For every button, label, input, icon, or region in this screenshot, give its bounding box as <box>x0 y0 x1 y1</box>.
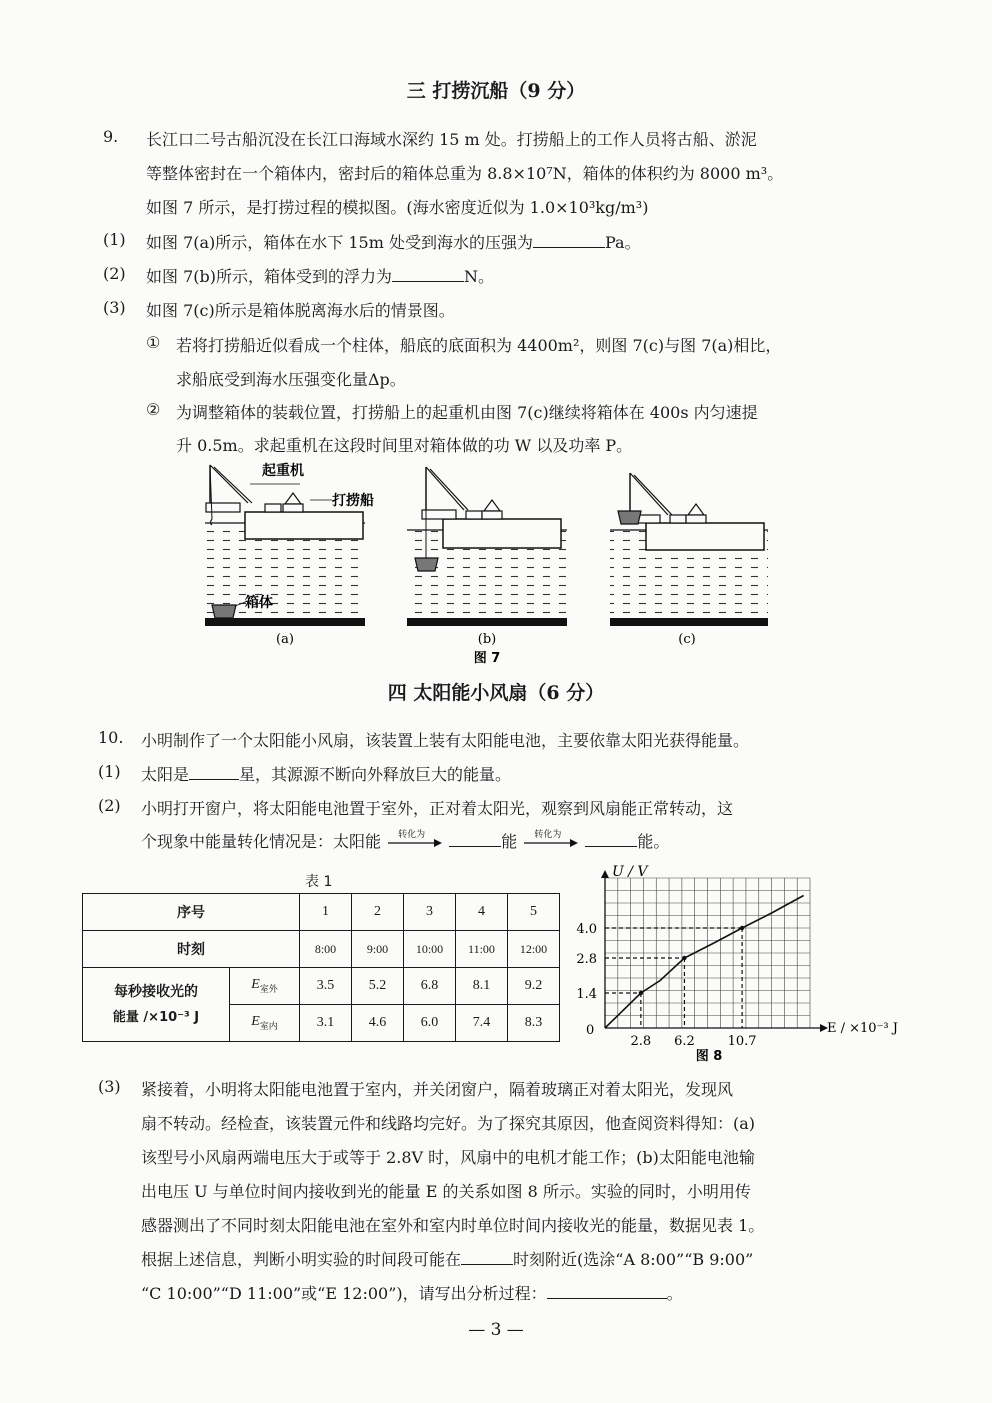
figure7-caption: 图 7 <box>473 651 501 666</box>
table-cell: 1 <box>300 894 352 931</box>
q10-part3-line3: 该型号小风扇两端电压大于或等于 2.8V 时，风扇中的电机才能工作；(b)太阳能电池输 <box>141 1148 755 1167</box>
figure7b-scene <box>407 467 567 626</box>
figure7c-scene <box>610 473 768 626</box>
q9-sub2-mark: ② <box>146 400 161 419</box>
indoor-label <box>230 1005 300 1042</box>
q10-part2-line1: 小明打开窗户，将太阳能电池置于室外，正对着太阳光，观察到风扇能正常转动，这 <box>141 799 734 818</box>
table-cell: 3.5 <box>300 968 352 1005</box>
table-cell: 3 <box>404 894 456 931</box>
section4-title: 四 太阳能小风扇（6 分） <box>387 682 605 704</box>
q10-part3-line7-after: 。 <box>666 1284 683 1303</box>
figure7a-scene <box>205 465 365 626</box>
table-cell: 5 <box>508 894 560 931</box>
q9-line2: 等整体密封在一个箱体内，密封后的箱体总重为 8.8×10⁷N，箱体的体积约为 8000 m³。 <box>146 164 784 183</box>
figure7c-label: (c) <box>678 632 696 647</box>
q10-part3-line6-before: 根据上述信息，判断小明实验的时间段可能在 <box>141 1250 462 1269</box>
answer-blank[interactable] <box>533 247 605 248</box>
q9-line1: 长江口二号古船沉没在长江口海域水深约 15 m 处。打捞船上的工作人员将古船、淤泥 <box>146 130 757 149</box>
box-c <box>618 511 641 524</box>
table-cell: 4.6 <box>352 1005 404 1042</box>
answer-blank[interactable] <box>449 846 501 847</box>
seabed-a <box>205 618 365 626</box>
header-seq: 序号 <box>83 894 300 931</box>
header-energy <box>83 968 230 1042</box>
q9-part1-unit: Pa。 <box>605 233 641 252</box>
q9-part1-text: 如图 7(a)所示，箱体在水下 15m 处受到海水的压强为 <box>146 233 533 252</box>
label-box: 箱体 <box>245 595 273 611</box>
q9-part2-number: (2) <box>103 264 126 283</box>
table-cell: 4 <box>456 894 508 931</box>
arrow-right-icon <box>522 836 580 850</box>
data-point <box>682 956 686 960</box>
q10-part3-line7-before: “C 10:00”“D 11:00”或“E 12:00”)，请写出分析过程： <box>141 1284 547 1303</box>
table-cell: 5.2 <box>352 968 404 1005</box>
table-cell: 2 <box>352 894 404 931</box>
table-cell: 6.0 <box>404 1005 456 1042</box>
table-cell: 8.3 <box>508 1005 560 1042</box>
x-tick-6.2: 6.2 <box>674 1034 695 1049</box>
q9-part2-unit: N。 <box>464 267 495 286</box>
q9-part2-text: 如图 7(b)所示，箱体受到的浮力为 <box>146 267 392 286</box>
q10-part3-line6 <box>141 1247 753 1270</box>
q10-part2-line2 <box>141 829 669 852</box>
outdoor-label <box>230 968 300 1005</box>
ship-b <box>443 519 561 548</box>
q10-part3-line1: 紧接着，小明将太阳能电池置于室内，并关闭窗户，隔着玻璃正对着太阳光，发现风 <box>141 1080 734 1099</box>
table-cell: 11:00 <box>456 931 508 968</box>
q9-part1 <box>146 230 641 253</box>
q10-part1-before: 太阳是 <box>141 765 190 784</box>
arrow-label-1: 转化为 <box>398 829 426 840</box>
q9-part3-text: 如图 7(c)所示是箱体脱离海水后的情景图。 <box>146 301 455 320</box>
data-point <box>639 991 643 995</box>
q10-part3-line6-after: 时刻附近(选涂“A 8:00”“B 9:00” <box>513 1250 754 1269</box>
figure8-chart <box>572 858 912 1068</box>
q9-sub1-line2: 求船底受到海水压强变化量Δp。 <box>176 370 406 389</box>
origin-label: 0 <box>586 1023 595 1038</box>
table-cell: 10:00 <box>404 931 456 968</box>
q10-part3-line7 <box>141 1281 683 1304</box>
indoor-label-e: E <box>251 1014 260 1030</box>
arrow-1 <box>386 829 444 850</box>
outdoor-label-sub: 室外 <box>259 983 278 994</box>
y-axis-arrow-icon <box>601 870 609 878</box>
label-crane: 起重机 <box>262 463 304 479</box>
table1 <box>82 893 560 1042</box>
q10-part3-number: (3) <box>98 1077 121 1096</box>
arrow-label-2: 转化为 <box>534 829 562 840</box>
table1-title: 表 1 <box>305 874 333 890</box>
table-cell: 9:00 <box>352 931 404 968</box>
q10-text: 小明制作了一个太阳能小风扇，该装置上装有太阳能电池，主要依靠太阳光获得能量。 <box>141 731 750 750</box>
q10-part2-end: 能。 <box>637 832 670 851</box>
figure8-caption: 图 8 <box>695 1049 723 1064</box>
q10-part1-after: 星，其源源不断向外释放巨大的能量。 <box>239 765 512 784</box>
q9-part2 <box>146 264 494 287</box>
arrow-2 <box>522 829 580 850</box>
answer-blank[interactable] <box>189 779 239 780</box>
y-tick-2.8: 2.8 <box>576 952 597 967</box>
q10-part3-line5: 感器测出了不同时刻太阳能电池在室外和室内时单位时间内接收光的能量，数据见表 1。 <box>141 1216 765 1235</box>
ship-a <box>245 512 363 539</box>
q9-part3-number: (3) <box>103 298 126 317</box>
header-time: 时刻 <box>83 931 300 968</box>
q10-number: 10. <box>98 728 124 747</box>
seabed-c <box>610 618 768 626</box>
q9-part1-number: (1) <box>103 230 126 249</box>
answer-blank[interactable] <box>547 1298 667 1299</box>
q10-part2-number: (2) <box>98 796 121 815</box>
q10-part3-line4: 出电压 U 与单位时间内接收到光的能量 E 的关系如图 8 所示。实验的同时，小明用传 <box>141 1182 751 1201</box>
indoor-label-sub: 室内 <box>259 1020 278 1031</box>
y-tick-4.0: 4.0 <box>576 922 597 937</box>
table-cell: 6.8 <box>404 968 456 1005</box>
q9-sub1-line1: 若将打捞船近似看成一个柱体，船底的底面积为 4400m²，则图 7(c)与图 7(a)相比， <box>176 336 782 355</box>
table-row-outdoor <box>83 968 560 1005</box>
table-cell: 3.1 <box>300 1005 352 1042</box>
figure7b-label: (b) <box>477 632 497 647</box>
outdoor-label-e: E <box>251 977 260 993</box>
y-tick-1.4: 1.4 <box>576 987 597 1002</box>
figure7a-label: (a) <box>276 632 294 647</box>
x-axis-label: E / ×10⁻³ J <box>827 1021 898 1036</box>
table-cell: 12:00 <box>508 931 560 968</box>
answer-blank[interactable] <box>461 1264 513 1265</box>
table-row-seq <box>83 894 560 931</box>
table-row-time <box>83 931 560 968</box>
ship-c <box>646 523 764 550</box>
q10-part2-mid: 能 <box>501 832 518 851</box>
q9-sub2-line1: 为调整箱体的装载位置，打捞船上的起重机由图 7(c)继续将箱体在 400s 内匀速提 <box>176 403 758 422</box>
q10-part3-line2: 扇不转动。经检查，该装置元件和线路均完好。为了探究其原因，他查阅资料得知：(a) <box>141 1114 756 1133</box>
header-energy-line2: 能量 /×10⁻³ J <box>112 1009 200 1025</box>
y-axis-label: U / V <box>612 864 648 880</box>
answer-blank[interactable] <box>392 281 464 282</box>
q10-part1-number: (1) <box>98 762 121 781</box>
table-cell: 7.4 <box>456 1005 508 1042</box>
q9-sub2-line2: 升 0.5m。求起重机在这段时间里对箱体做的功 W 以及功率 P。 <box>176 436 633 455</box>
table-cell: 8:00 <box>300 931 352 968</box>
x-tick-2.8: 2.8 <box>630 1034 652 1049</box>
header-energy-line1: 每秒接收光的 <box>114 983 198 1000</box>
data-point <box>740 926 744 930</box>
seabed-b <box>407 618 567 626</box>
q10-part2-before: 个现象中能量转化情况是：太阳能 <box>141 832 382 851</box>
table-cell: 9.2 <box>508 968 560 1005</box>
box-a <box>212 605 236 618</box>
label-ship: 打捞船 <box>332 493 374 509</box>
box-b <box>415 558 438 571</box>
q9-sub1-mark: ① <box>146 333 161 352</box>
answer-blank[interactable] <box>585 846 637 847</box>
page-number: — 3 — <box>468 1320 524 1340</box>
section3-title: 三 打捞沉船（9 分） <box>406 80 586 102</box>
q9-line3: 如图 7 所示，是打捞过程的模拟图。(海水密度近似为 1.0×10³kg/m³) <box>146 198 649 217</box>
table-cell: 8.1 <box>456 968 508 1005</box>
figure7 <box>190 455 790 670</box>
arrow-right-icon <box>386 836 444 850</box>
q9-number: 9. <box>103 127 119 146</box>
q10-part1 <box>141 762 511 785</box>
x-tick-10.7: 10.7 <box>727 1034 757 1049</box>
